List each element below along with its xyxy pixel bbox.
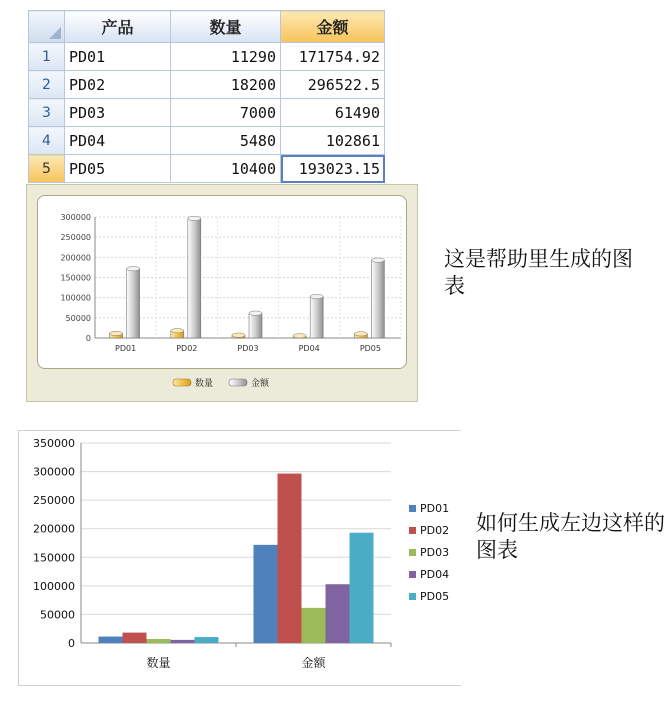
bar-pd02 <box>278 474 302 643</box>
bar-pd05 <box>350 533 374 643</box>
row-number[interactable]: 5 <box>29 155 65 183</box>
y-tick-label: 150000 <box>60 273 91 283</box>
cell-amount[interactable]: 171754.92 <box>281 43 385 71</box>
bar-amount <box>310 297 323 338</box>
legend-swatch-qty <box>173 379 191 386</box>
legend-swatch-pd02 <box>409 527 416 534</box>
cell-product[interactable]: PD04 <box>65 127 171 155</box>
column-header-amount[interactable]: 金额 <box>281 11 385 43</box>
bar-qty-top <box>293 334 306 338</box>
y-tick-label: 200000 <box>33 522 75 536</box>
x-tick-label: PD05 <box>359 344 381 353</box>
table-row <box>29 127 385 155</box>
cell-amount[interactable]: 102861 <box>281 127 385 155</box>
row-number[interactable]: 1 <box>29 43 65 71</box>
legend-label-pd01: PD01 <box>420 502 450 515</box>
bar-qty-top <box>171 328 184 332</box>
header-row <box>29 11 385 43</box>
legend-swatch-pd01 <box>409 505 416 512</box>
table-row <box>29 99 385 127</box>
y-tick-label: 150000 <box>33 551 75 565</box>
bar-amount <box>188 218 201 338</box>
column-header-qty[interactable]: 数量 <box>171 11 281 43</box>
cell-qty[interactable]: 7000 <box>171 99 281 127</box>
cell-product[interactable]: PD03 <box>65 99 171 127</box>
select-all-corner[interactable] <box>29 11 65 43</box>
target-chart[interactable] <box>19 431 461 685</box>
y-tick-label: 350000 <box>33 437 75 450</box>
bar-pd05 <box>195 637 219 643</box>
cell-qty[interactable]: 18200 <box>171 71 281 99</box>
legend-label-pd05: PD05 <box>420 590 450 603</box>
legend-label-pd03: PD03 <box>420 546 450 559</box>
y-tick-label: 250000 <box>60 233 91 243</box>
table-row <box>29 155 385 183</box>
bar-amount-top <box>188 216 201 220</box>
x-tick-label: 金额 <box>301 656 326 670</box>
bar-qty-top <box>354 332 367 336</box>
y-tick-label: 0 <box>85 334 91 343</box>
legend-swatch-pd04 <box>409 571 416 578</box>
table-row <box>29 43 385 71</box>
legend-swatch-pd03 <box>409 549 416 556</box>
cell-product[interactable]: PD05 <box>65 155 171 183</box>
bar-amount <box>249 313 262 338</box>
y-tick-label: 100000 <box>33 579 75 593</box>
cell-qty[interactable]: 10400 <box>171 155 281 183</box>
table-row <box>29 71 385 99</box>
x-tick-label: 数量 <box>146 656 171 670</box>
bar-pd04 <box>326 584 350 643</box>
bar-qty-top <box>110 331 123 335</box>
bar-pd02 <box>123 633 147 643</box>
helper-chart[interactable] <box>27 185 419 403</box>
x-tick-label: PD03 <box>237 344 259 353</box>
x-tick-label: PD04 <box>298 344 320 353</box>
row-number[interactable]: 2 <box>29 71 65 99</box>
y-tick-label: 50000 <box>40 608 75 622</box>
cell-amount[interactable]: 296522.5 <box>281 71 385 99</box>
x-tick-label: PD02 <box>176 344 198 353</box>
x-tick-label: PD01 <box>115 344 137 353</box>
legend-swatch-amount <box>229 379 247 386</box>
bar-amount <box>371 260 384 338</box>
y-tick-label: 300000 <box>60 213 91 222</box>
cell-amount-active[interactable]: 193023.15 <box>281 155 385 183</box>
cell-qty[interactable]: 11290 <box>171 43 281 71</box>
legend-label-pd04: PD04 <box>420 568 450 581</box>
bar-amount-top <box>371 258 384 262</box>
target-chart-note: 如何生成左边这样的图表 <box>476 511 665 562</box>
legend-label-amount: 金额 <box>251 379 270 389</box>
legend-label-pd02: PD02 <box>420 524 450 537</box>
y-tick-label: 200000 <box>60 253 91 263</box>
y-tick-label: 50000 <box>65 313 91 323</box>
bar-pd01 <box>99 637 123 643</box>
cell-amount[interactable]: 61490 <box>281 99 385 127</box>
helper-chart-note: 这是帮助里生成的图表 <box>444 247 633 298</box>
legend-label-qty: 数量 <box>195 379 214 389</box>
cell-product[interactable]: PD01 <box>65 43 171 71</box>
bar-amount <box>127 269 140 338</box>
bar-amount-top <box>310 294 323 298</box>
y-tick-label: 100000 <box>60 293 91 303</box>
bar-pd04 <box>171 640 195 643</box>
y-tick-label: 0 <box>68 637 75 650</box>
bar-pd03 <box>147 639 171 643</box>
row-number[interactable]: 3 <box>29 99 65 127</box>
column-header-product[interactable]: 产品 <box>65 11 171 43</box>
bar-amount-top <box>127 267 140 271</box>
row-number[interactable]: 4 <box>29 127 65 155</box>
spreadsheet-table <box>28 10 385 183</box>
helper-chart-frame <box>26 184 418 402</box>
y-tick-label: 300000 <box>33 465 75 479</box>
legend-swatch-pd05 <box>409 593 416 600</box>
y-tick-label: 250000 <box>33 494 75 508</box>
bar-pd03 <box>302 608 326 643</box>
bar-pd01 <box>254 545 278 643</box>
cell-qty[interactable]: 5480 <box>171 127 281 155</box>
bar-amount-top <box>249 311 262 315</box>
bar-qty-top <box>232 333 245 337</box>
cell-product[interactable]: PD02 <box>65 71 171 99</box>
target-chart-frame <box>18 430 461 686</box>
